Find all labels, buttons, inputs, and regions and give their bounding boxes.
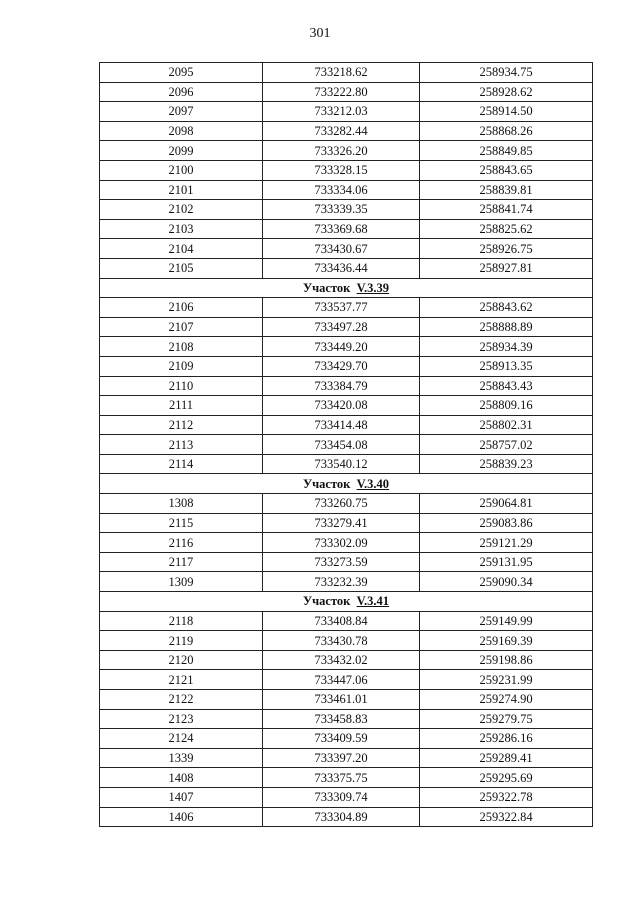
table-row [100, 298, 593, 318]
y-coordinate-cell: 259279.75 [420, 709, 593, 729]
x-coordinate-cell: 733222.80 [263, 82, 420, 102]
section-header-cell [100, 474, 593, 494]
x-coordinate-cell: 733414.48 [263, 415, 420, 435]
x-coordinate-cell: 733408.84 [263, 611, 420, 631]
table-row [100, 160, 593, 180]
x-coordinate-cell: 733273.59 [263, 552, 420, 572]
x-coordinate-cell: 733458.83 [263, 709, 420, 729]
x-coordinate-cell: 733430.67 [263, 239, 420, 259]
y-coordinate-cell: 258888.89 [420, 317, 593, 337]
y-coordinate-cell: 258843.43 [420, 376, 593, 396]
section-header-row [100, 592, 593, 612]
point-id-cell: 2115 [100, 513, 263, 533]
point-id-cell: 2099 [100, 141, 263, 161]
x-coordinate-cell: 733447.06 [263, 670, 420, 690]
coordinates-table [99, 62, 593, 827]
y-coordinate-cell: 258928.62 [420, 82, 593, 102]
y-coordinate-cell: 258868.26 [420, 121, 593, 141]
table-row [100, 180, 593, 200]
y-coordinate-cell: 259274.90 [420, 690, 593, 710]
x-coordinate-cell: 733429.70 [263, 356, 420, 376]
point-id-cell: 2095 [100, 63, 263, 83]
point-id-cell: 1309 [100, 572, 263, 592]
y-coordinate-cell: 258934.39 [420, 337, 593, 357]
x-coordinate-cell: 733384.79 [263, 376, 420, 396]
point-id-cell: 1408 [100, 768, 263, 788]
x-coordinate-cell: 733304.89 [263, 807, 420, 827]
table-row [100, 121, 593, 141]
point-id-cell: 2107 [100, 317, 263, 337]
table-row [100, 513, 593, 533]
section-label: Участок [302, 594, 351, 609]
x-coordinate-cell: 733279.41 [263, 513, 420, 533]
x-coordinate-cell: 733375.75 [263, 768, 420, 788]
section-header-cell [100, 592, 593, 612]
x-coordinate-cell: 733461.01 [263, 690, 420, 710]
table-row [100, 611, 593, 631]
point-id-cell: 2113 [100, 435, 263, 455]
x-coordinate-cell: 733334.06 [263, 180, 420, 200]
point-id-cell: 2105 [100, 258, 263, 278]
y-coordinate-cell: 258757.02 [420, 435, 593, 455]
table-row [100, 768, 593, 788]
point-id-cell: 2097 [100, 102, 263, 122]
table-row [100, 729, 593, 749]
table-row [100, 239, 593, 259]
y-coordinate-cell: 258927.81 [420, 258, 593, 278]
x-coordinate-cell: 733339.35 [263, 200, 420, 220]
table-row [100, 748, 593, 768]
point-id-cell: 2103 [100, 219, 263, 239]
point-id-cell: 2110 [100, 376, 263, 396]
point-id-cell: 1406 [100, 807, 263, 827]
point-id-cell: 2108 [100, 337, 263, 357]
point-id-cell: 2101 [100, 180, 263, 200]
y-coordinate-cell: 259090.34 [420, 572, 593, 592]
section-code: V.3.39 [356, 280, 390, 295]
y-coordinate-cell: 259198.86 [420, 650, 593, 670]
y-coordinate-cell: 258913.35 [420, 356, 593, 376]
y-coordinate-cell: 258841.74 [420, 200, 593, 220]
x-coordinate-cell: 733328.15 [263, 160, 420, 180]
section-label: Участок [302, 476, 351, 491]
table-row [100, 356, 593, 376]
point-id-cell: 2123 [100, 709, 263, 729]
table-row [100, 709, 593, 729]
y-coordinate-cell: 258914.50 [420, 102, 593, 122]
y-coordinate-cell: 259289.41 [420, 748, 593, 768]
table-row [100, 787, 593, 807]
table-row [100, 141, 593, 161]
x-coordinate-cell: 733432.02 [263, 650, 420, 670]
section-header-row [100, 474, 593, 494]
y-coordinate-cell: 259149.99 [420, 611, 593, 631]
table-row [100, 533, 593, 553]
point-id-cell: 2112 [100, 415, 263, 435]
section-code: V.3.40 [356, 476, 390, 491]
table-row [100, 631, 593, 651]
table-row [100, 435, 593, 455]
point-id-cell: 2109 [100, 356, 263, 376]
table-row [100, 337, 593, 357]
x-coordinate-cell: 733436.44 [263, 258, 420, 278]
table-row [100, 552, 593, 572]
table-row [100, 454, 593, 474]
y-coordinate-cell: 258843.62 [420, 298, 593, 318]
table-row [100, 572, 593, 592]
table-row [100, 650, 593, 670]
y-coordinate-cell: 258825.62 [420, 219, 593, 239]
y-coordinate-cell: 259169.39 [420, 631, 593, 651]
x-coordinate-cell: 733497.28 [263, 317, 420, 337]
y-coordinate-cell: 258839.23 [420, 454, 593, 474]
point-id-cell: 2124 [100, 729, 263, 749]
point-id-cell: 2118 [100, 611, 263, 631]
point-id-cell: 2106 [100, 298, 263, 318]
point-id-cell: 2122 [100, 690, 263, 710]
table-row [100, 494, 593, 514]
table-row [100, 102, 593, 122]
coordinates-table-body [100, 63, 593, 827]
table-row [100, 690, 593, 710]
y-coordinate-cell: 259322.78 [420, 787, 593, 807]
y-coordinate-cell: 259131.95 [420, 552, 593, 572]
x-coordinate-cell: 733449.20 [263, 337, 420, 357]
point-id-cell: 2117 [100, 552, 263, 572]
x-coordinate-cell: 733537.77 [263, 298, 420, 318]
x-coordinate-cell: 733302.09 [263, 533, 420, 553]
y-coordinate-cell: 259064.81 [420, 494, 593, 514]
point-id-cell: 2121 [100, 670, 263, 690]
x-coordinate-cell: 733218.62 [263, 63, 420, 83]
table-row [100, 63, 593, 83]
table-row [100, 807, 593, 827]
y-coordinate-cell: 258843.65 [420, 160, 593, 180]
point-id-cell: 2114 [100, 454, 263, 474]
point-id-cell: 1407 [100, 787, 263, 807]
y-coordinate-cell: 258926.75 [420, 239, 593, 259]
point-id-cell: 2120 [100, 650, 263, 670]
x-coordinate-cell: 733326.20 [263, 141, 420, 161]
y-coordinate-cell: 258934.75 [420, 63, 593, 83]
table-row [100, 258, 593, 278]
x-coordinate-cell: 733309.74 [263, 787, 420, 807]
point-id-cell: 2096 [100, 82, 263, 102]
point-id-cell: 2111 [100, 396, 263, 416]
y-coordinate-cell: 258809.16 [420, 396, 593, 416]
point-id-cell: 1339 [100, 748, 263, 768]
x-coordinate-cell: 733369.68 [263, 219, 420, 239]
x-coordinate-cell: 733454.08 [263, 435, 420, 455]
point-id-cell: 2100 [100, 160, 263, 180]
table-row [100, 200, 593, 220]
x-coordinate-cell: 733430.78 [263, 631, 420, 651]
x-coordinate-cell: 733260.75 [263, 494, 420, 514]
y-coordinate-cell: 259295.69 [420, 768, 593, 788]
section-header-row [100, 278, 593, 298]
point-id-cell: 2116 [100, 533, 263, 553]
section-code: V.3.41 [356, 594, 390, 609]
table-row [100, 396, 593, 416]
point-id-cell: 2098 [100, 121, 263, 141]
page-number: 301 [309, 26, 331, 41]
x-coordinate-cell: 733282.44 [263, 121, 420, 141]
point-id-cell: 2104 [100, 239, 263, 259]
y-coordinate-cell: 259231.99 [420, 670, 593, 690]
y-coordinate-cell: 259121.29 [420, 533, 593, 553]
x-coordinate-cell: 733409.59 [263, 729, 420, 749]
table-row [100, 317, 593, 337]
section-label: Участок [302, 280, 351, 295]
x-coordinate-cell: 733232.39 [263, 572, 420, 592]
point-id-cell: 1308 [100, 494, 263, 514]
y-coordinate-cell: 259083.86 [420, 513, 593, 533]
table-row [100, 415, 593, 435]
table-row [100, 376, 593, 396]
y-coordinate-cell: 259286.16 [420, 729, 593, 749]
y-coordinate-cell: 259322.84 [420, 807, 593, 827]
x-coordinate-cell: 733397.20 [263, 748, 420, 768]
y-coordinate-cell: 258802.31 [420, 415, 593, 435]
point-id-cell: 2119 [100, 631, 263, 651]
y-coordinate-cell: 258849.85 [420, 141, 593, 161]
table-row [100, 670, 593, 690]
table-row [100, 82, 593, 102]
x-coordinate-cell: 733420.08 [263, 396, 420, 416]
section-header-cell [100, 278, 593, 298]
x-coordinate-cell: 733212.03 [263, 102, 420, 122]
y-coordinate-cell: 258839.81 [420, 180, 593, 200]
point-id-cell: 2102 [100, 200, 263, 220]
table-row [100, 219, 593, 239]
x-coordinate-cell: 733540.12 [263, 454, 420, 474]
